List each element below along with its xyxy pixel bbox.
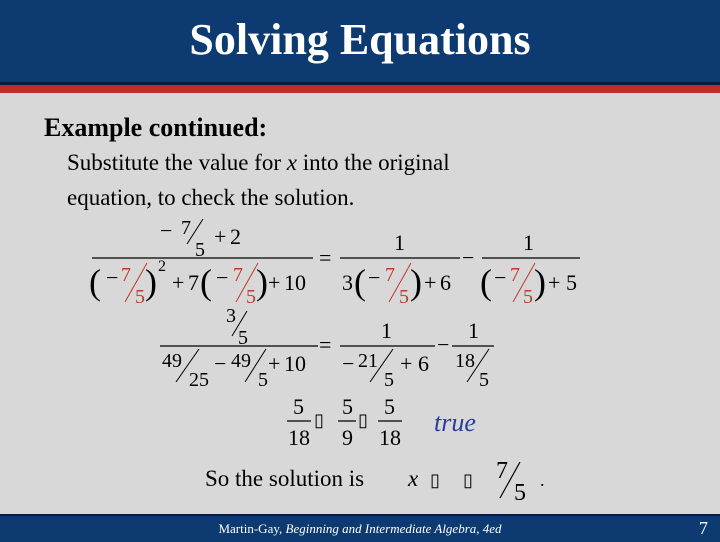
r2-minus-between: − [437,332,450,357]
r3-c-num: 5 [384,394,395,419]
r2-rhs2-num: 1 [468,318,479,343]
missing-glyph: ▯ [430,470,440,490]
r2-rhs1-6: 6 [418,351,429,376]
rhs1-6: 6 [440,270,451,295]
instruction-line-1: Substitute the value for x into the original [67,150,450,175]
r2-rhs1-plus: + [400,351,413,376]
rhs2-7: 7 [510,264,520,286]
r2-3: 3 [226,305,236,327]
rhs1-7: 7 [385,264,395,286]
r2-rhs2-5: 5 [479,369,489,391]
rhs2-minus: − [494,265,507,290]
r2-plus: + [268,351,281,376]
num-5: 5 [195,239,205,261]
paren-open-3: ( [354,262,366,302]
r3-b-num: 5 [342,394,353,419]
rhs2-5b: 5 [566,270,577,295]
equals-1: = [319,245,332,270]
ten-a: 10 [284,270,306,295]
r3-a-den: 18 [288,425,310,450]
example-heading: Example continued: [44,113,268,142]
r2-rhs1-num: 1 [381,318,392,343]
paren-close-3: ) [410,262,422,302]
true-label: true [434,408,476,437]
plus-a: + [172,270,185,295]
r2-21: 21 [358,350,378,372]
rhs2-plus: + [548,270,561,295]
paren-open-4: ( [480,262,492,302]
missing-glyph: ▯ [358,410,368,430]
r2-25: 25 [189,369,209,391]
den-minus: − [106,265,119,290]
exponent-2: 2 [158,258,166,275]
r2-49a: 49 [162,350,182,372]
rhs1-plus: + [424,270,437,295]
paren-close-1: ) [145,262,157,302]
den-5: 5 [135,286,145,308]
concl-7: 7 [496,458,508,484]
r2-5: 5 [238,327,248,349]
slide-title: Solving Equations [189,15,531,64]
r2-10: 10 [284,351,306,376]
rhs1-num: 1 [394,230,405,255]
paren-open-2: ( [200,262,212,302]
conclusion-var: x [408,466,419,491]
r2-rhs1-minus: − [342,351,355,376]
r2-18: 18 [455,350,475,372]
page-number: 7 [699,518,708,538]
r3-c-den: 18 [379,425,401,450]
concl-dot: . [540,470,545,490]
concl-5: 5 [514,480,526,506]
den2-7: 7 [233,264,243,286]
paren-open-1: ( [89,262,101,302]
num-2: 2 [230,224,241,249]
rhs1-3: 3 [342,270,353,295]
paren-close-2: ) [256,262,268,302]
conclusion-text: So the solution is [205,466,365,491]
missing-glyph: ▯ [463,470,473,490]
missing-glyph: ▯ [314,410,324,430]
rhs1-minus: − [368,265,381,290]
footer-bar [0,514,720,542]
r3-b-den: 9 [342,425,353,450]
rhs1-5: 5 [399,286,409,308]
r3-a-num: 5 [293,394,304,419]
den-7: 7 [121,264,131,286]
footer-credit: Martin-Gay, Beginning and Intermediate Algebra, 4ed [218,521,502,536]
num-plus: + [214,224,227,249]
r2-5b: 5 [258,369,268,391]
instruction-line-2: equation, to check the solution. [67,185,355,210]
math-glyph [89,217,580,506]
r2-minus: − [214,351,227,376]
plus-b: + [268,270,281,295]
rhs2-5: 5 [523,286,533,308]
minus-between: − [462,245,475,270]
coef-7: 7 [188,270,199,295]
r2-49b: 49 [231,350,251,372]
den2-minus: − [216,265,229,290]
equals-2: = [319,332,332,357]
rhs2-num: 1 [523,230,534,255]
den2-5: 5 [246,286,256,308]
r2-rhs1-5: 5 [384,369,394,391]
num-7: 7 [181,217,191,239]
num-minus: − [160,218,173,243]
paren-close-4: ) [534,262,546,302]
